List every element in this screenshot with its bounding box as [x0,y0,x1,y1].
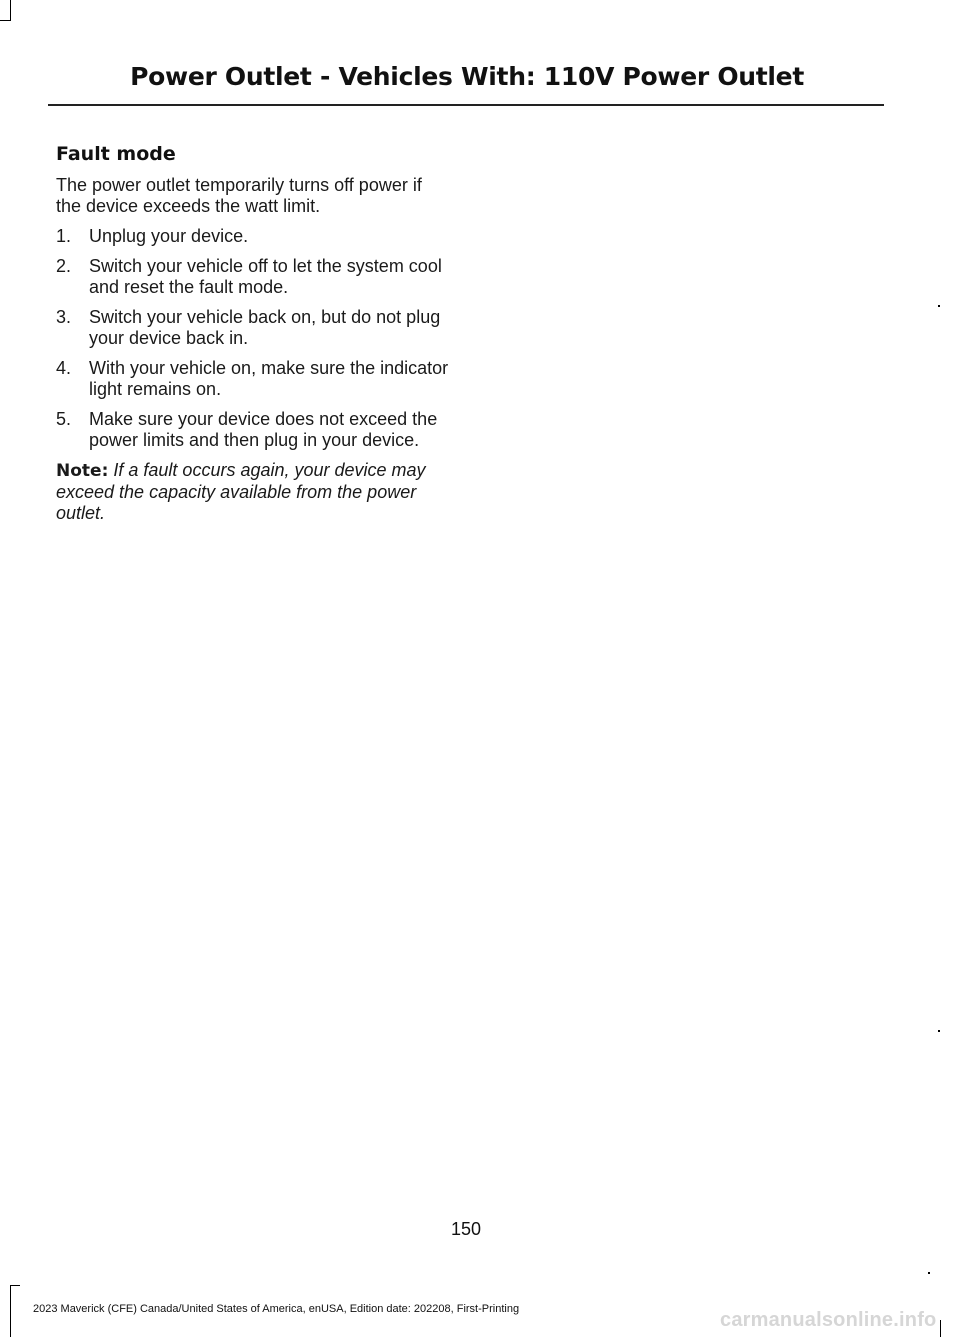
list-item [56,358,451,400]
crop-mark [940,1320,941,1337]
edition-footer: 2023 Maverick (CFE) Canada/United States of America, enUSA, Edition date: 202208, First-Printing [33,1303,520,1315]
list-item [56,307,451,349]
section-heading: Fault mode [56,143,176,165]
step-number: 4. [56,358,72,378]
step-text: Unplug your device. [89,226,249,246]
watermark: carmanualsonline.info [720,1309,937,1331]
steps-list [56,226,451,451]
crop-mark [928,1272,930,1274]
crop-mark [0,20,11,21]
crop-mark [10,1285,11,1337]
step-number: 1. [56,226,72,246]
note-paragraph [56,460,451,524]
list-item [56,226,451,247]
page-number: 150 [450,1219,482,1239]
step-text: Switch your vehicle off to let the system cool and reset the fault mode. [89,256,442,297]
step-text: With your vehicle on, make sure the indicator light remains on. [89,358,449,399]
step-text: Make sure your device does not exceed the power limits and then plug in your device. [89,409,438,450]
step-number: 5. [56,409,72,429]
crop-mark [938,1030,940,1032]
main-content [56,143,451,524]
crop-mark [938,305,940,307]
page-header-title: Power Outlet - Vehicles With: 110V Power Outlet [130,62,804,91]
crop-mark [10,0,11,20]
note-label: Note: [56,461,109,481]
crop-mark [10,1285,20,1286]
list-item [56,409,451,451]
note-text: If a fault occurs again, your device may exceed the capacity available from the power outlet. [56,460,426,523]
step-text: Switch your vehicle back on, but do not plug your device back in. [89,307,441,348]
intro-paragraph: The power outlet temporarily turns off power if the device exceeds the watt limit. [56,175,422,216]
list-item [56,256,451,298]
step-number: 3. [56,307,72,327]
step-number: 2. [56,256,72,276]
header-divider [48,104,884,106]
